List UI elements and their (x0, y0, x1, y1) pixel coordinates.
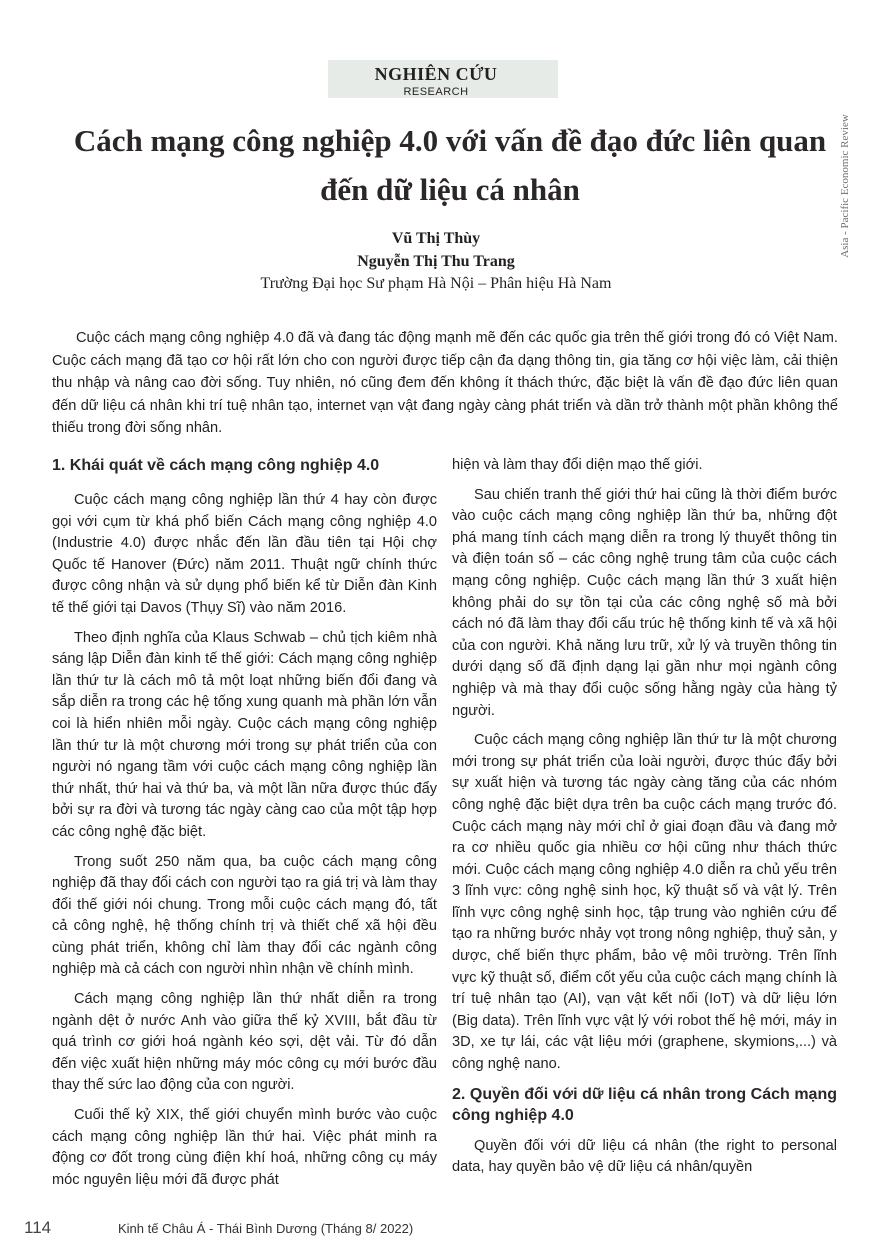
paragraph-continuation: hiện và làm thay đổi diện mạo thế giới. (452, 457, 703, 473)
left-column (52, 455, 437, 1199)
paragraph: Trong suốt 250 năm qua, ba cuộc cách mạng công nghiệp đã thay đổi cách con người tạo ra giá trị và làm thay đổi thế giới nói chung. Trong mỗi cuộc cách mạng đó, tất cả công nghệ, hệ thống chính trị và thiết chế xã hội đều cùng phát triển, không chỉ làm thay đổi các ngành công nghiệp mà cả cách con người nhìn nhận về chính mình. (52, 853, 437, 978)
section-label: NGHIÊN CỨU (374, 64, 498, 84)
paragraph: Cuối thế kỷ XIX, thế giới chuyển mình bước vào cuộc cách mạng công nghiệp lần thứ hai. Việc phát minh ra động cơ đốt trong cùng điện khí hoá, những công cụ máy móc nguyên liệu mới đã được phát (52, 1107, 437, 1188)
article-title: Cách mạng công nghiệp 4.0 với vấn đề đạo đức liên quan đến dữ liệu cá nhân (73, 123, 827, 207)
section-heading: 1. Khái quát về cách mạng công nghiệp 4.0 (52, 457, 380, 474)
page-number: 114 (24, 1218, 52, 1237)
page-footer (0, 1214, 872, 1244)
paragraph: Sau chiến tranh thế giới thứ hai cũng là thời điểm bước vào cuộc cách mạng công nghiệp lần thứ ba, những đột phá mang tính cách mạng diễn ra trong lý thuyết thông tin và điện toán số – các công nghệ trung tâm của cuộc cách mạng công nghiệp. Cuộc cách mạng lần thứ 3 xuất hiện không phải do sự tồn tại của các công nghệ số mà bởi cách nó đã làm thay đổi cấu trúc hệ thống kinh tế và xã hội của con người. Khả năng lưu trữ, xử lý và truyền thông tin dưới dạng số đã định dạng lại gần như mọi ngành công nghiệp và mà thay đổi cuộc sống hằng ngày của hàng tỷ người. (452, 486, 837, 719)
paragraph: Theo định nghĩa của Klaus Schwab – chủ tịch kiêm nhà sáng lập Diễn đàn kinh tế thế giới: Cách mạng công nghiệp lần thứ tư là cách mô tả một loạt những biến đổi đang và sắp diễn ra trong các hệ tống xung quanh mà phần lớn vẫn coi là hiển nhiên mỗi ngày. Cuộc cách mạng công nghiệp lần thứ tư là một chương mới trong sự phát triển của con người nó ngang tầm với cuộc cách mạng công nghiệp lần thứ nhất, thứ hai và thứ ba, và một lần nữa được thúc đẩy bởi sự ra đời và tương tác ngày càng cao của một tập hợp các công nghệ đặc biệt. (52, 629, 437, 840)
paragraph: Cách mạng công nghiệp lần thứ nhất diễn ra trong ngành dệt ở nước Anh vào giữa thế kỷ XVIII, bắt đầu từ quá trình cơ giới hoá ngành kéo sợi, dệt vải. Từ đó dẫn đến việc xuất hiện những máy móc công cụ mới bước đầu thay thế sức lao động của con người. (52, 991, 437, 1094)
author-name: Nguyễn Thị Thu Trang (357, 253, 515, 270)
paragraph: Quyền đối với dữ liệu cá nhân (the right to personal data, hay quyền bảo vệ dữ liệu cá nhân/quyền (452, 1137, 837, 1176)
author-affiliation: Trường Đại học Sư phạm Hà Nội – Phân hiệu Hà Nam (260, 275, 612, 292)
paragraph: Cuộc cách mạng công nghiệp lần thứ tư là một chương mới trong sự phát triển của loài người, được thúc đẩy bởi sự xuất hiện và tương tác ngày càng tăng của các nhóm công nghệ đặc biệt dựa trên ba cuộc cách mạng trước đó. Cuộc cách mạng này mới chỉ ở giai đoạn đầu và đang mở ra cơ nhiều quốc gia nhiều cơ hội cũng như thách thức mới. Cuộc cách mạng công nghiệp 4.0 diễn ra chủ yếu trên 3 lĩnh vực: công nghệ sinh học, kỹ thuật số và vật lý. Trên lĩnh vực công nghệ sinh học, tập trung vào nghiên cứu để tạo ra những bước nhảy vọt trong nông nghiệp, thuỷ sản, y dược, chế biến thực phẩm, bảo vệ môi trường. Trên lĩnh vực kỹ thuật số, điểm cốt yếu của cuộc cách mạng chính là trí tuệ nhân tạo (AI), vạn vật kết nối (IoT) và dữ liệu lớn (Big data). Trên lĩnh vực vật lý với robot thế hệ mới, máy in 3D, xe tự lái, các vật liệu mới (graphene, skymions,...) và công nghệ nano. (452, 732, 837, 1073)
right-column (452, 455, 837, 1187)
section-heading: 2. Quyền đối với dữ liệu cá nhân trong Cách mạng công nghiệp 4.0 (452, 1085, 837, 1124)
section-label-english: RESEARCH (403, 86, 469, 98)
abstract: Cuộc cách mạng công nghiệp 4.0 đã và đang tác động mạnh mẽ đến các quốc gia trên thế giới trong đó có Việt Nam. Cuộc cách mạng đã tạo cơ hội rất lớn cho con người được tiếp cận đa dạng thông tin, gia tăng cơ hội việc làm, cải thiện thu nhập và nâng cao đời sống. Tuy nhiên, nó cũng đem đến không ít thách thức, đặc biệt là vấn đề đạo đức liên quan đến dữ liệu cá nhân khi trí tuệ nhân tạo, internet vạn vật đang ngày càng phát triển và dần trở thành một phần không thể thiếu trong đời sống nhân. (52, 330, 838, 437)
journal-footer: Kinh tế Châu Á - Thái Bình Dương (Tháng 8/ 2022) (118, 1221, 414, 1236)
journal-side-label: Asia - Pacific Economic Review (839, 114, 851, 258)
paragraph: Cuộc cách mạng công nghiệp lần thứ 4 hay còn được gọi với cụm từ khá phổ biến Cách mạng công nghiệp 4.0 (Industrie 4.0) được nhắc đến lần đầu tiên tại Hội chợ Quốc tế Hanover (Đức) năm 2011. Thuật ngữ chính thức được công nhận và sử dụng phổ biến kể từ Diễn đàn Kinh tế thế giới tại Davos (Thụy Sĩ) vào năm 2016. (52, 492, 437, 616)
author-name: Vũ Thị Thùy (391, 230, 481, 247)
